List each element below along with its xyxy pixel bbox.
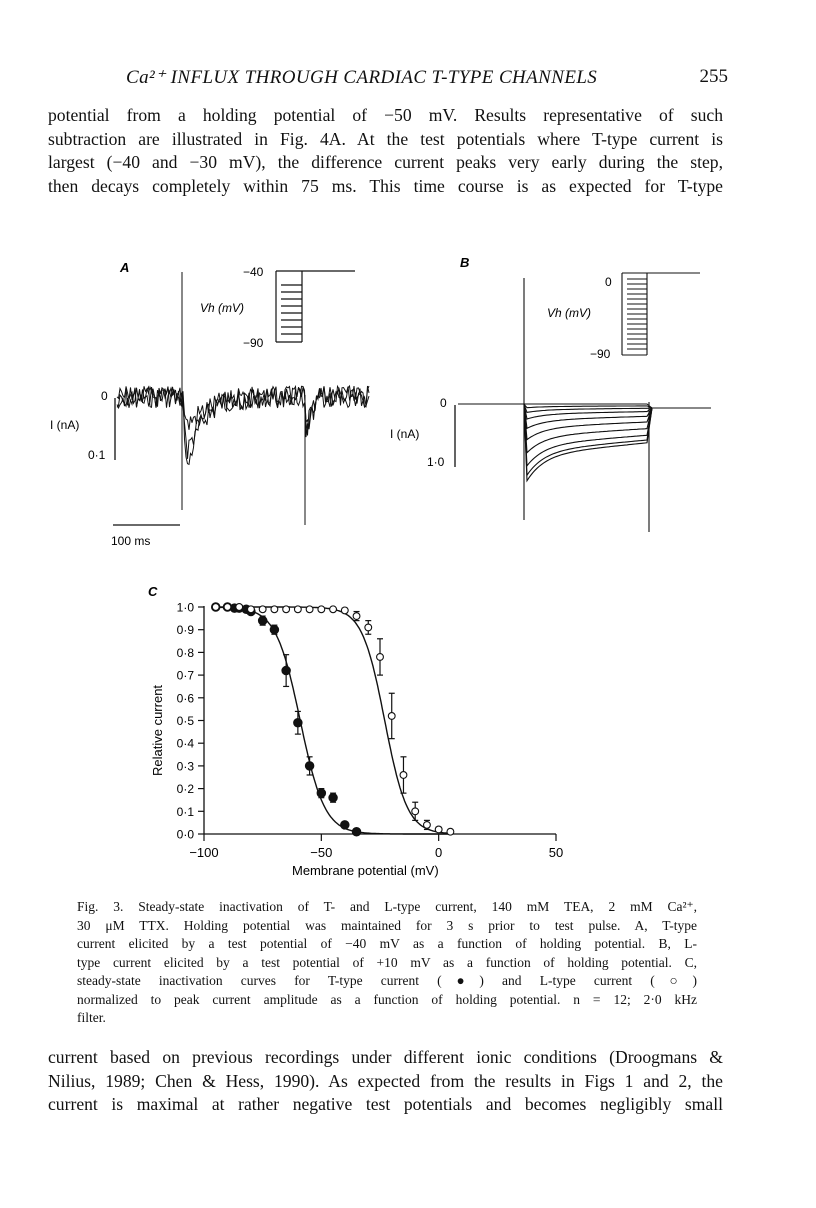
panel-b-trace xyxy=(458,404,711,408)
x-tick-label: −100 xyxy=(189,845,219,860)
y-tick-label: 1·0 xyxy=(176,600,194,615)
y-tick-label: 0·4 xyxy=(176,736,194,751)
l-type-point xyxy=(447,828,454,835)
l-type-point xyxy=(330,606,337,613)
figure-caption xyxy=(77,898,697,1028)
l-type-point xyxy=(424,822,431,829)
caption-line: Fig. 3. Steady-state inactivation of T- and L-type current, 140 mM TEA, 2 mM Ca²⁺, xyxy=(77,899,697,914)
l-type-point xyxy=(377,654,384,661)
l-type-point xyxy=(271,606,278,613)
y-tick-label: 0·7 xyxy=(176,668,194,683)
y-axis-label: Relative current xyxy=(150,684,165,776)
caption-line: steady-state inactivation curves for T-type current (●) and L-type current (○) xyxy=(77,973,697,988)
text-line: largest (−40 and −30 mV), the difference current peaks very early during the step, xyxy=(48,152,723,172)
panel-a-protocol xyxy=(276,271,355,342)
x-tick-label: 0 xyxy=(435,845,443,860)
t-type-point xyxy=(270,626,278,634)
y-tick-label: 0·5 xyxy=(176,714,194,728)
t-type-point xyxy=(282,666,290,674)
panel-b-protocol-bottom: −90 xyxy=(590,347,611,361)
t-type-point xyxy=(258,616,266,624)
l-type-point xyxy=(400,772,407,779)
panel-b-y-zero: 0 xyxy=(440,396,447,410)
y-tick-label: 0·2 xyxy=(176,782,194,797)
panel-c-label: C xyxy=(148,584,158,599)
y-tick-label: 0·1 xyxy=(176,804,194,819)
y-tick-label: 0·8 xyxy=(176,645,194,660)
panel-b-trace xyxy=(458,404,711,453)
running-title: Ca²⁺ INFLUX THROUGH CARDIAC T-TYPE CHANNELS xyxy=(126,67,598,88)
text-line: subtraction are illustrated in Fig. 4A. At the test potentials where T-type current is xyxy=(48,128,723,149)
caption-line: 30 μM TTX. Holding potential was maintained for 3 s prior to test pulse. A, T-type xyxy=(77,917,697,933)
t-type-point xyxy=(305,762,313,770)
y-ticks xyxy=(177,601,204,842)
data-points xyxy=(212,603,454,836)
x-tick-label: 50 xyxy=(548,845,564,860)
panel-a-y-zero: 0 xyxy=(101,389,108,403)
caption-line: filter. xyxy=(77,1010,106,1025)
y-tick-label: 0·9 xyxy=(176,623,194,638)
l-type-point xyxy=(283,606,290,613)
l-type-point xyxy=(236,604,243,611)
panel-b-y-unit: I (nA) xyxy=(390,427,420,441)
panel-b-protocol-top: 0 xyxy=(605,275,612,289)
l-type-point xyxy=(365,624,372,631)
x-axis-label: Membrane potential (mV) xyxy=(292,863,439,878)
l-type-point xyxy=(353,613,360,620)
text-line: then decays completely within 75 ms. This time course is as expected for T-type xyxy=(48,175,723,196)
l-type-point xyxy=(306,606,313,613)
caption-line: normalized to peak current amplitude as a function of holding potential. n = 12; 2·0 kHz xyxy=(77,991,697,1007)
t-type-point xyxy=(341,821,349,829)
t-type-point xyxy=(352,828,360,836)
caption-line: current elicited by a test potential of −40 mV as a function of holding potential. B, L- xyxy=(77,936,697,951)
l-type-point xyxy=(248,606,255,613)
l-type-point xyxy=(412,808,419,815)
text-line: potential from a holding potential of −50 mV. Results representative of such xyxy=(48,105,723,125)
l-type-point xyxy=(341,607,348,614)
panel-a-y-unit: I (nA) xyxy=(50,418,80,432)
panel-b-trace xyxy=(458,404,711,481)
panel-b xyxy=(390,255,711,532)
y-tick-label: 0·6 xyxy=(176,691,194,706)
l-type-point xyxy=(294,606,301,613)
panel-a-protocol-top: −40 xyxy=(243,265,264,279)
l-type-point xyxy=(224,604,231,611)
t-type-point xyxy=(317,789,325,797)
panel-a-y-scale: 0·1 xyxy=(88,448,106,462)
panel-a-time-scale: 100 ms xyxy=(111,534,151,548)
panel-b-vh-label: Vh (mV) xyxy=(547,306,592,320)
l-type-point xyxy=(435,826,442,833)
panel-a-protocol-bottom: −90 xyxy=(243,336,264,350)
text-line: current based on previous recordings under different ionic conditions (Droogmans & xyxy=(48,1047,723,1067)
panel-b-y-scale: 1·0 xyxy=(427,455,445,469)
panel-b-trace xyxy=(458,404,711,475)
panel-c-chart xyxy=(148,584,563,878)
x-tick-label: −50 xyxy=(310,845,333,860)
panel-a-vh-label: Vh (mV) xyxy=(200,301,245,315)
panel-b-protocol xyxy=(622,273,700,355)
t-type-point xyxy=(329,793,337,801)
text-line: Nilius, 1989; Chen & Hess, 1990). As expected from the results in Figs 1 and 2, the xyxy=(48,1070,723,1091)
l-type-point xyxy=(212,604,219,611)
t-type-point xyxy=(294,719,302,727)
caption-line: type current elicited by a test potential of +10 mV as a function of holding potential. C, xyxy=(77,954,697,970)
l-type-point xyxy=(388,713,395,720)
y-tick-label: 0·0 xyxy=(176,827,194,842)
l-type-point xyxy=(318,606,325,613)
text-line: current is maximal at rather negative test potentials and becomes negligibly small xyxy=(48,1094,723,1114)
panel-b-label: B xyxy=(460,255,470,270)
page-number: 255 xyxy=(699,66,728,87)
panel-a xyxy=(50,260,369,548)
l-type-point xyxy=(259,606,266,613)
panel-a-label: A xyxy=(120,260,130,275)
x-ticks xyxy=(189,834,563,860)
body-paragraph-bottom xyxy=(48,1046,723,1117)
y-tick-label: 0·3 xyxy=(176,759,194,774)
